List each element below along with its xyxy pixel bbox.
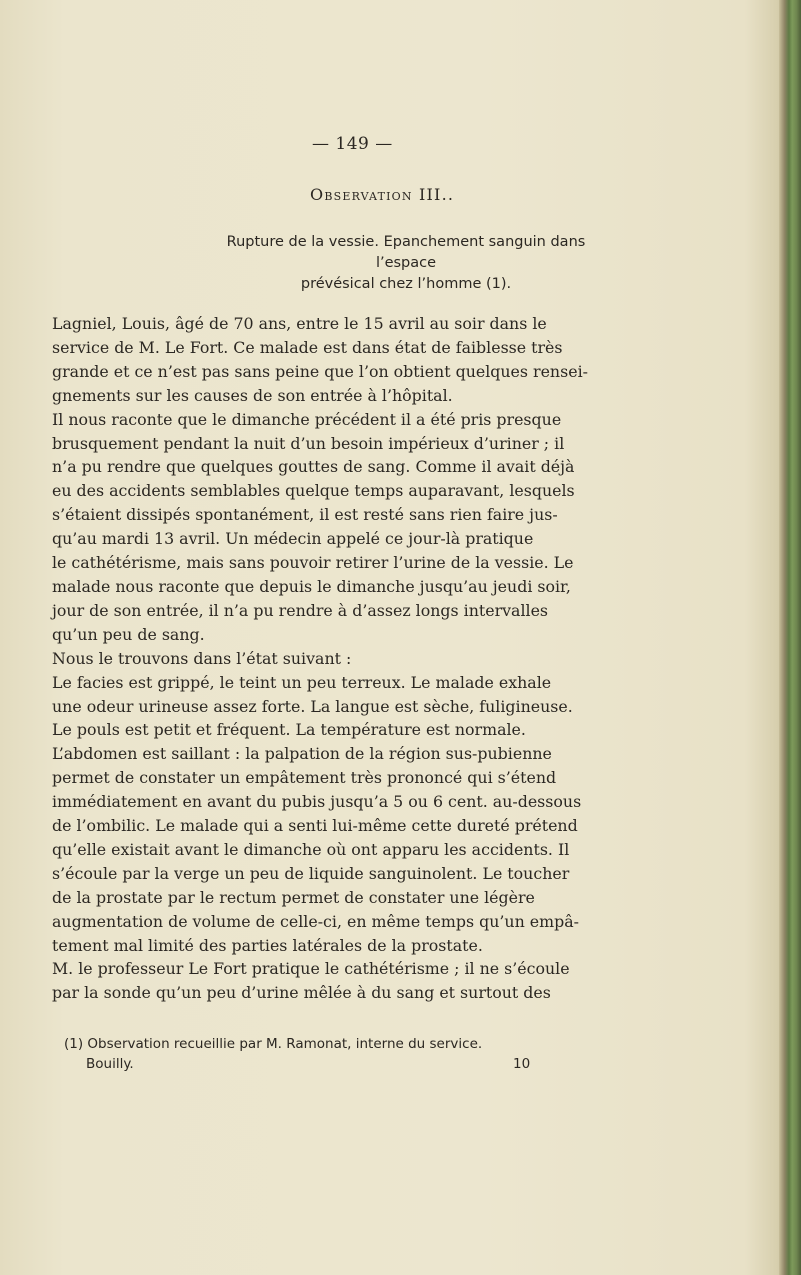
body-line: qu’elle existait avant le dimanche où ont apparu les accidents. Il xyxy=(52,839,570,859)
body-line: Le pouls est petit et fréquent. La température est normale. xyxy=(52,720,526,740)
body-line: immédiatement en avant du pubis jusqu’a 5 ou 6 cent. au-dessous xyxy=(52,792,582,812)
body-line: Le facies est grippé, le teint un peu terreux. Le malade exhale xyxy=(52,672,552,692)
body-line: Nous le trouvons dans l’état suivant : xyxy=(52,648,352,668)
printer-signature: Bouilly. xyxy=(86,1056,134,1072)
book-binding-edge xyxy=(779,0,801,1275)
body-line: de l’ombilic. Le malade qui a senti lui-même cette dureté prétend xyxy=(52,816,578,836)
body-line: Lagniel, Louis, âgé de 70 ans, entre le 15 avril au soir dans le xyxy=(52,314,547,333)
observation-subtitle xyxy=(196,232,616,295)
subtitle-line: prévésical chez l’homme (1). xyxy=(300,276,512,292)
body-line: s’écoule par la verge un peu de liquide sanguinolent. Le toucher xyxy=(52,863,570,883)
body-line: une odeur urineuse assez forte. La langue est sèche, fuligineuse. xyxy=(52,696,573,716)
body-line: eu des accidents semblables quelque temps auparavant, lesquels xyxy=(52,481,575,501)
body-line: s’étaient dissipés spontanément, il est resté sans rien faire jus- xyxy=(52,505,558,525)
footnote-text: (1) Observation recueillie par M. Ramonat, interne du service. xyxy=(64,1036,483,1052)
body-line: de la prostate par le rectum permet de constater une légère xyxy=(52,887,535,907)
body-line: brusquement pendant la nuit d’un besoin impérieux d’uriner ; il xyxy=(52,433,565,453)
body-line: tement mal limité des parties latérales de la prostate. xyxy=(52,935,483,955)
body-line: permet de constater un empâtement très prononcé qui s’étend xyxy=(52,768,557,788)
page-number: — 149 — xyxy=(312,134,393,154)
body-line: gnements sur les causes de son entrée à l’hôpital. xyxy=(52,385,453,405)
body-line: le cathétérisme, mais sans pouvoir retirer l’urine de la vessie. Le xyxy=(52,553,574,573)
footnote xyxy=(64,1034,584,1055)
body-line: par la sonde qu’un peu d’urine mêlée à du sang et surtout des xyxy=(52,983,551,1003)
body-line: grande et ce n’est pas sans peine que l’on obtient quelques rensei- xyxy=(52,361,588,381)
observation-title: Observation III.. xyxy=(310,185,455,204)
body-line: augmentation de volume de celle-ci, en même temps qu’un empâ- xyxy=(52,911,579,931)
sheet-signature-number: 10 xyxy=(513,1056,531,1072)
body-line: malade nous raconte que depuis le dimanche jusqu’au jeudi soir, xyxy=(52,576,571,596)
body-text xyxy=(52,312,757,1005)
body-line: L’abdomen est saillant : la palpation de la région sus-pubienne xyxy=(52,744,552,764)
body-line: M. le professeur Le Fort pratique le cathétérisme ; il ne s’écoule xyxy=(52,959,570,979)
body-line: qu’au mardi 13 avril. Un médecin appelé ce jour-là pratique xyxy=(52,529,534,549)
body-line: qu’un peu de sang. xyxy=(52,624,205,644)
body-line: jour de son entrée, il n’a pu rendre à d’assez longs intervalles xyxy=(52,600,549,620)
body-line: n’a pu rendre que quelques gouttes de sang. Comme il avait déjà xyxy=(52,457,575,477)
body-line: Il nous raconte que le dimanche précédent il a été pris presque xyxy=(52,409,562,429)
body-line: service de M. Le Fort. Ce malade est dans état de faiblesse très xyxy=(52,337,563,357)
subtitle-line: Rupture de la vessie. Epanchement sanguin dans l’espace xyxy=(226,234,586,271)
